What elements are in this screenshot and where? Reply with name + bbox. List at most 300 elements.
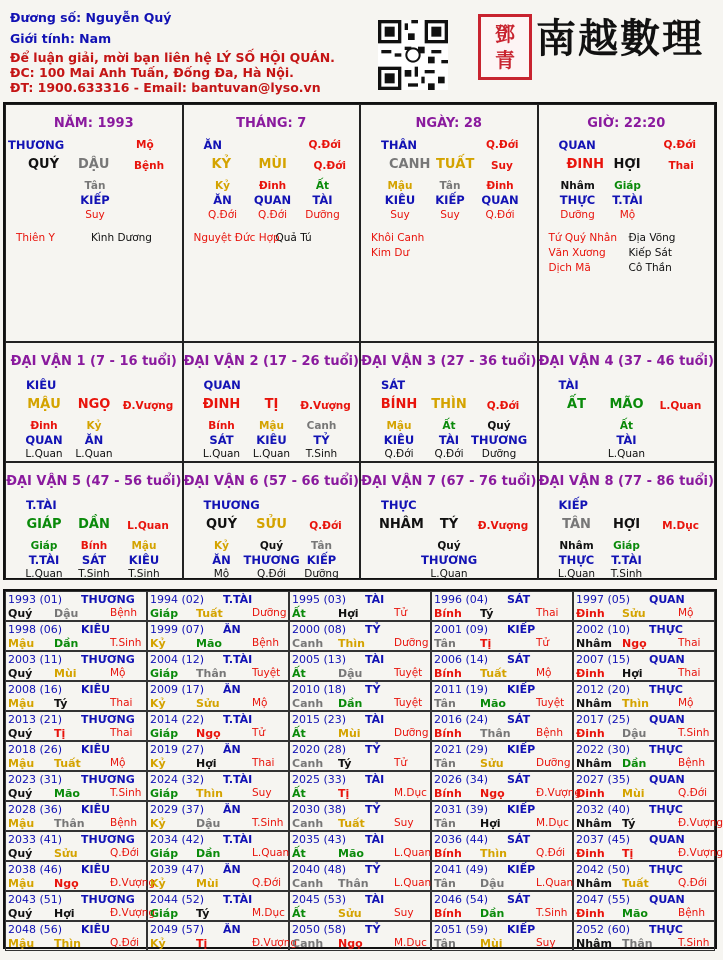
ten-god: T.TÀI xyxy=(223,773,253,786)
year-branch: Thìn xyxy=(622,697,649,710)
year-label: 2003 (11) xyxy=(8,653,63,666)
hidden-state: T.Sinh xyxy=(610,568,643,580)
ten-god: KIẾP xyxy=(507,923,536,936)
hidden-stem: Quý xyxy=(259,540,284,552)
ten-god: QUAN xyxy=(649,713,685,726)
year-label: 2047 (55) xyxy=(576,893,631,906)
year-stem: Ất xyxy=(292,607,306,620)
year-label: 2037 (45) xyxy=(576,833,631,846)
year-label: 2048 (56) xyxy=(8,923,63,936)
year-label: 1995 (03) xyxy=(292,593,347,606)
year-branch: Dậu xyxy=(196,817,221,830)
life-stage: T.Sinh xyxy=(110,787,142,799)
address: ĐC: 100 Mai Anh Tuấn, Đống Đa, Hà Nội. xyxy=(10,65,294,80)
luck-state: Q.Đới xyxy=(486,400,520,412)
pillar-god: THƯƠNG xyxy=(8,138,65,152)
life-stage: Mộ xyxy=(536,667,552,679)
annual-luck-cell[interactable] xyxy=(147,771,289,801)
year-branch: Tị xyxy=(338,787,350,800)
luck-title: ĐẠI VẬN 6 (57 - 66 tuổi) xyxy=(183,474,359,489)
year-stem: Tân xyxy=(434,757,456,770)
luck-period-cell[interactable] xyxy=(5,462,183,580)
luck-branch: TÝ xyxy=(439,517,459,532)
year-label: 1996 (04) xyxy=(434,593,489,606)
hidden-god: TÀI xyxy=(438,433,460,447)
hidden-state: Dưỡng xyxy=(305,209,340,221)
year-branch: Sửu xyxy=(480,757,504,770)
ten-god: TÀI xyxy=(365,893,385,906)
annual-luck-cell[interactable] xyxy=(431,861,573,891)
luck-god: KIÊU xyxy=(26,378,57,392)
year-stem: Mậu xyxy=(8,817,35,830)
hidden-god: THỰC xyxy=(558,553,595,567)
annual-luck-cell[interactable] xyxy=(573,741,715,771)
hidden-stem: Kỷ xyxy=(215,180,230,192)
year-branch: Dần xyxy=(622,757,647,770)
hidden-stem: Tân xyxy=(439,180,461,192)
year-label: 2038 (46) xyxy=(8,863,63,876)
annual-luck-cell[interactable] xyxy=(289,891,431,921)
year-branch: Dần xyxy=(338,697,363,710)
year-branch: Ngọ xyxy=(622,637,647,650)
year-branch: Thìn xyxy=(480,847,507,860)
year-stem: Bính xyxy=(434,667,462,680)
year-branch: Tuất xyxy=(54,757,81,770)
year-stem: Bính xyxy=(434,847,462,860)
ten-god: TỶ xyxy=(365,743,381,756)
life-stage: Bệnh xyxy=(252,637,279,649)
year-label: 2024 (32) xyxy=(150,773,205,786)
hidden-state: Q.Đới xyxy=(257,209,288,221)
year-stem: Mậu xyxy=(8,637,35,650)
year-label: 1998 (06) xyxy=(8,623,63,636)
year-stem: Nhâm xyxy=(576,757,612,770)
ten-god: TÀI xyxy=(365,833,385,846)
life-stage: Dưỡng xyxy=(536,757,571,769)
annual-luck-cell[interactable] xyxy=(431,591,573,621)
year-branch: Tý xyxy=(54,697,68,710)
annual-luck-cell[interactable] xyxy=(573,861,715,891)
shensha-star: Khôi Canh xyxy=(371,232,425,244)
ten-god: KIẾP xyxy=(507,623,536,636)
shensha-star: Dịch Mã xyxy=(548,262,591,274)
ten-god: TÀI xyxy=(365,773,385,786)
year-stem: Mậu xyxy=(8,757,35,770)
luck-state: L.Quan xyxy=(659,400,702,412)
hidden-state: Q.Đới xyxy=(207,209,238,221)
year-stem: Kỷ xyxy=(150,877,166,890)
annual-luck-cell[interactable] xyxy=(147,921,298,951)
year-branch: Mão xyxy=(622,907,648,920)
ten-god: KIẾP xyxy=(507,863,536,876)
hidden-state: T.Sinh xyxy=(78,568,110,580)
life-stage: Mộ xyxy=(678,607,694,619)
hidden-stem: Mậu xyxy=(258,420,284,432)
life-stage: Tuyệt xyxy=(536,697,565,709)
year-branch: Thìn xyxy=(54,937,81,950)
luck-period-cell[interactable] xyxy=(183,342,361,462)
annual-luck-cell[interactable] xyxy=(431,921,573,951)
year-label: 2021 (29) xyxy=(434,743,489,756)
hidden-god: KIÊU xyxy=(384,193,416,207)
ten-god: THƯƠNG xyxy=(81,653,135,666)
luck-title: ĐẠI VẬN 8 (77 - 86 tuổi) xyxy=(538,474,714,489)
year-stem: Mậu xyxy=(8,697,35,710)
pillar-branch: MÙI xyxy=(258,157,287,172)
pillar-title: NGÀY: 28 xyxy=(415,116,482,131)
ten-god: SÁT xyxy=(507,893,531,906)
life-stage: Mộ xyxy=(110,757,126,769)
year-label: 2027 (35) xyxy=(576,773,631,786)
year-label: 1999 (07) xyxy=(150,623,205,636)
year-label: 2015 (23) xyxy=(292,713,347,726)
year-branch: Mùi xyxy=(196,877,219,890)
annual-luck-cell[interactable] xyxy=(573,801,723,831)
ten-god: KIÊU xyxy=(81,803,111,816)
pillar-god: THÂN xyxy=(381,138,417,152)
year-stem: Nhâm xyxy=(576,697,612,710)
chart-header xyxy=(0,0,720,100)
year-branch: Mão xyxy=(338,847,364,860)
year-branch: Thìn xyxy=(196,787,223,800)
annual-luck-cell[interactable] xyxy=(147,621,289,651)
life-stage: L.Quan xyxy=(394,847,432,859)
year-branch: Thân xyxy=(480,727,511,740)
annual-luck-cell[interactable] xyxy=(289,651,431,681)
annual-luck-cell[interactable] xyxy=(289,921,431,951)
annual-luck-cell[interactable] xyxy=(431,771,582,801)
life-stage: Thai xyxy=(110,697,133,709)
annual-luck-cell[interactable] xyxy=(147,741,289,771)
annual-luck-cell[interactable] xyxy=(147,861,289,891)
luck-branch: DẦN xyxy=(78,517,110,532)
annual-luck-cell[interactable] xyxy=(573,831,723,861)
pillar-cell[interactable] xyxy=(183,104,361,342)
life-stage: Đ.Vượng xyxy=(252,937,298,949)
year-label: 2029 (37) xyxy=(150,803,205,816)
annual-luck-cell[interactable] xyxy=(5,651,147,681)
annual-luck-cell[interactable] xyxy=(573,681,715,711)
life-stage: L.Quan xyxy=(394,877,432,889)
year-label: 1997 (05) xyxy=(576,593,631,606)
hidden-god: ĂN xyxy=(84,433,104,447)
annual-luck-cell[interactable] xyxy=(573,651,715,681)
year-label: 2043 (51) xyxy=(8,893,63,906)
hidden-god: THƯƠNG xyxy=(421,553,478,567)
pillar-stem: ĐINH xyxy=(566,157,604,172)
year-branch: Hợi xyxy=(480,817,501,830)
annual-luck-cell[interactable] xyxy=(5,771,147,801)
shensha-star: Cô Thần xyxy=(628,262,672,274)
life-stage: Dưỡng xyxy=(394,727,429,739)
year-branch: Dần xyxy=(480,907,505,920)
year-branch: Ngọ xyxy=(338,937,363,950)
luck-god: THƯƠNG xyxy=(203,498,260,512)
ten-god: KIẾP xyxy=(507,803,536,816)
seal-stamp-icon: 鄧 青 xyxy=(478,14,532,80)
life-stage: T.Sinh xyxy=(252,817,284,829)
life-stage: Q.Đới xyxy=(536,847,566,859)
hidden-stem: Tân xyxy=(311,540,332,552)
ten-god: THƯƠNG xyxy=(81,593,135,606)
hidden-god: QUAN xyxy=(253,193,292,207)
hidden-stem: Đinh xyxy=(258,180,287,192)
annual-luck-cell[interactable] xyxy=(431,801,573,831)
annual-luck-cell[interactable] xyxy=(289,591,431,621)
year-stem: Nhâm xyxy=(576,877,612,890)
year-branch: Ngọ xyxy=(54,877,79,890)
annual-luck-cell[interactable] xyxy=(289,861,431,891)
annual-luck-cell[interactable] xyxy=(431,711,573,741)
annual-luck-cell[interactable] xyxy=(431,831,573,861)
year-stem: Đinh xyxy=(576,727,605,740)
year-stem: Đinh xyxy=(576,907,605,920)
ten-god: QUAN xyxy=(649,593,685,606)
luck-period-cell[interactable] xyxy=(5,342,183,462)
luck-period-cell[interactable] xyxy=(183,462,361,580)
year-label: 2017 (25) xyxy=(576,713,631,726)
annual-luck-cell[interactable] xyxy=(573,921,715,951)
year-label: 2040 (48) xyxy=(292,863,347,876)
year-label: 2044 (52) xyxy=(150,893,205,906)
annual-luck-cell[interactable] xyxy=(5,801,147,831)
owner-name: Đương số: Nguyễn Quý xyxy=(10,10,172,25)
ten-god: QUAN xyxy=(649,653,685,666)
annual-luck-cell[interactable] xyxy=(431,621,573,651)
annual-luck-cell[interactable] xyxy=(431,891,573,921)
hidden-stem: Tân xyxy=(84,180,106,192)
annual-luck-cell[interactable] xyxy=(573,891,715,921)
life-stage: Suy xyxy=(252,787,272,799)
life-stage: Đ.Vượng xyxy=(110,907,156,919)
life-stage: T.Sinh xyxy=(536,907,568,919)
year-stem: Ất xyxy=(292,787,306,800)
luck-title: ĐẠI VẬN 5 (47 - 56 tuổi) xyxy=(6,474,182,489)
hidden-state: L.Quan xyxy=(75,448,113,460)
luck-title: ĐẠI VẬN 1 (7 - 16 tuổi) xyxy=(10,354,177,369)
annual-luck-cell[interactable] xyxy=(147,681,289,711)
contact-note: Để luận giải, mời bạn liên hệ LÝ SỐ HỘI QUÁN. xyxy=(10,50,335,65)
annual-luck-cell[interactable] xyxy=(5,891,156,921)
year-label: 2012 (20) xyxy=(576,683,631,696)
ten-god: TỶ xyxy=(365,683,381,696)
year-branch: Mão xyxy=(196,637,222,650)
ten-god: THỰC xyxy=(649,923,683,936)
year-label: 2039 (47) xyxy=(150,863,205,876)
hidden-stem: Canh xyxy=(306,420,337,432)
pillar-cell[interactable] xyxy=(5,104,183,342)
hidden-stem: Kỷ xyxy=(86,420,102,432)
year-stem: Giáp xyxy=(150,787,179,800)
year-stem: Giáp xyxy=(150,847,179,860)
hidden-stem: Đinh xyxy=(486,180,514,192)
hidden-state: L.Quan xyxy=(430,568,468,580)
luck-god: T.TÀI xyxy=(26,498,57,512)
year-branch: Dậu xyxy=(54,607,79,620)
annual-luck-cell[interactable] xyxy=(5,681,147,711)
luck-title: ĐẠI VẬN 7 (67 - 76 tuổi) xyxy=(361,474,537,489)
life-stage: Suy xyxy=(394,817,414,829)
hidden-state: L.Quan xyxy=(252,448,291,460)
year-branch: Tuất xyxy=(338,817,365,830)
luck-period-cell[interactable] xyxy=(360,342,538,462)
year-label: 1993 (01) xyxy=(8,593,63,606)
shensha-star: Tứ Quý Nhân xyxy=(548,232,617,244)
shensha-star: Thiên Y xyxy=(16,232,55,244)
year-stem: Mậu xyxy=(8,877,35,890)
luck-branch: SỬU xyxy=(256,517,287,532)
year-branch: Dần xyxy=(54,637,79,650)
ten-god: ĂN xyxy=(223,863,241,876)
year-label: 2023 (31) xyxy=(8,773,63,786)
luck-period-cell[interactable] xyxy=(538,462,716,580)
ten-god: SÁT xyxy=(507,593,531,606)
annual-luck-cell[interactable] xyxy=(5,591,147,621)
life-stage: Đ.Vượng xyxy=(678,817,723,829)
ten-god: THỰC xyxy=(649,623,683,636)
year-stem: Kỷ xyxy=(150,757,166,770)
year-stem: Đinh xyxy=(576,667,605,680)
year-stem: Quý xyxy=(8,787,33,800)
annual-luck-cell[interactable] xyxy=(289,771,431,801)
annual-luck-cell[interactable] xyxy=(573,621,715,651)
annual-luck-cell[interactable] xyxy=(289,741,431,771)
annual-luck-cell[interactable] xyxy=(5,861,156,891)
year-stem: Quý xyxy=(8,907,33,920)
pillar-god-state: Mộ xyxy=(136,139,154,151)
ten-god: THƯƠNG xyxy=(81,773,135,786)
annual-luck-cell[interactable] xyxy=(147,651,289,681)
hidden-stem: Quý xyxy=(487,420,511,432)
annual-luck-cell[interactable] xyxy=(5,711,147,741)
annual-luck-cell[interactable] xyxy=(289,621,431,651)
annual-luck-cell[interactable] xyxy=(147,831,289,861)
life-stage: Q.Đới xyxy=(678,877,708,889)
annual-luck-cell[interactable] xyxy=(289,711,431,741)
chart-grid xyxy=(3,102,717,580)
annual-luck-cell[interactable] xyxy=(289,831,431,861)
life-stage: Dưỡng xyxy=(394,637,429,649)
luck-stem: QUÝ xyxy=(205,517,238,532)
year-label: 2031 (39) xyxy=(434,803,489,816)
annual-luck-cell[interactable] xyxy=(289,681,431,711)
hidden-god: TÀI xyxy=(616,433,637,447)
luck-branch: THÌN xyxy=(431,397,467,412)
annual-luck-cell[interactable] xyxy=(573,771,715,801)
hidden-stem: Giáp xyxy=(613,540,640,552)
life-stage: Q.Đới xyxy=(678,787,708,799)
year-branch: Thân xyxy=(54,817,85,830)
annual-luck-cell[interactable] xyxy=(431,681,573,711)
year-stem: Bính xyxy=(434,727,462,740)
life-stage: Dưỡng xyxy=(252,607,287,619)
luck-stem: GIÁP xyxy=(26,517,62,532)
ten-god: ĂN xyxy=(223,683,241,696)
year-stem: Nhâm xyxy=(576,637,612,650)
shensha-star: Địa Võng xyxy=(628,232,676,244)
pillar-cell[interactable] xyxy=(360,104,538,342)
pillar-branch: TUẤT xyxy=(436,157,475,172)
life-stage: Suy xyxy=(394,907,414,919)
year-stem: Quý xyxy=(8,847,33,860)
year-label: 2042 (50) xyxy=(576,863,631,876)
year-label: 2007 (15) xyxy=(576,653,631,666)
hidden-state: Q.Đới xyxy=(434,448,464,460)
ten-god: THƯƠNG xyxy=(81,833,135,846)
luck-period-cell[interactable] xyxy=(538,342,716,462)
annual-luck-cell[interactable] xyxy=(147,591,289,621)
ten-god: TỶ xyxy=(365,623,381,636)
annual-luck-cell[interactable] xyxy=(5,921,147,951)
ten-god: ĂN xyxy=(223,743,241,756)
year-branch: Mùi xyxy=(480,937,503,950)
year-label: 2045 (53) xyxy=(292,893,347,906)
shensha-star: Văn Xương xyxy=(548,247,606,259)
year-stem: Giáp xyxy=(150,667,179,680)
life-stage: Bệnh xyxy=(678,907,705,919)
luck-branch: MÃO xyxy=(609,397,644,412)
luck-title: ĐẠI VẬN 4 (37 - 46 tuổi) xyxy=(538,354,714,369)
annual-luck-cell[interactable] xyxy=(5,621,147,651)
hidden-state: Suy xyxy=(440,209,460,221)
year-stem: Canh xyxy=(292,757,324,770)
ten-god: SÁT xyxy=(507,653,531,666)
life-stage: Mộ xyxy=(252,697,268,709)
annual-luck-cell[interactable] xyxy=(147,711,289,741)
life-stage: L.Quan xyxy=(536,877,574,889)
annual-luck-cell[interactable] xyxy=(147,801,289,831)
year-stem: Bính xyxy=(434,907,462,920)
pillar-cell[interactable] xyxy=(538,104,716,342)
annual-luck-cell[interactable] xyxy=(431,651,573,681)
phone-email[interactable]: ĐT: 1900.633316 - Email: bantuvan@lyso.vn xyxy=(10,80,321,95)
year-branch: Thân xyxy=(622,937,653,950)
year-branch: Sửu xyxy=(622,607,646,620)
life-stage: Đ.Vượng xyxy=(110,877,156,889)
year-branch: Tý xyxy=(480,607,494,620)
year-label: 2022 (30) xyxy=(576,743,631,756)
annual-luck-cell[interactable] xyxy=(5,741,147,771)
annual-luck-cell[interactable] xyxy=(147,891,289,921)
hidden-state: T.Sinh xyxy=(128,568,160,580)
year-stem: Đinh xyxy=(576,607,605,620)
pillar-god-state: Q.Đới xyxy=(308,139,342,151)
life-stage: T.Sinh xyxy=(678,727,710,739)
year-branch: Mùi xyxy=(54,667,77,680)
annual-luck-cell[interactable] xyxy=(573,711,715,741)
life-stage: L.Quan xyxy=(252,847,290,859)
luck-period-cell[interactable] xyxy=(360,462,538,580)
hidden-stem: Mậu xyxy=(131,540,157,552)
ten-god: THỰC xyxy=(649,863,683,876)
ten-god: QUAN xyxy=(649,893,685,906)
annual-luck-cell[interactable] xyxy=(431,741,573,771)
shensha-star: Kiếp Sát xyxy=(628,247,672,259)
annual-luck-cell[interactable] xyxy=(573,591,715,621)
year-branch: Hợi xyxy=(196,757,217,770)
year-label: 2051 (59) xyxy=(434,923,489,936)
life-stage: Tuyệt xyxy=(394,667,423,679)
pillar-title: GIỜ: 22:20 xyxy=(587,116,666,131)
year-label: 2006 (14) xyxy=(434,653,489,666)
annual-luck-cell[interactable] xyxy=(289,801,431,831)
hidden-state: Q.Đới xyxy=(256,568,287,580)
year-branch: Sửu xyxy=(338,907,362,920)
year-label: 2008 (16) xyxy=(8,683,63,696)
qr-code-icon[interactable] xyxy=(378,20,448,90)
annual-luck-cell[interactable] xyxy=(5,831,147,861)
year-label: 2005 (13) xyxy=(292,653,347,666)
